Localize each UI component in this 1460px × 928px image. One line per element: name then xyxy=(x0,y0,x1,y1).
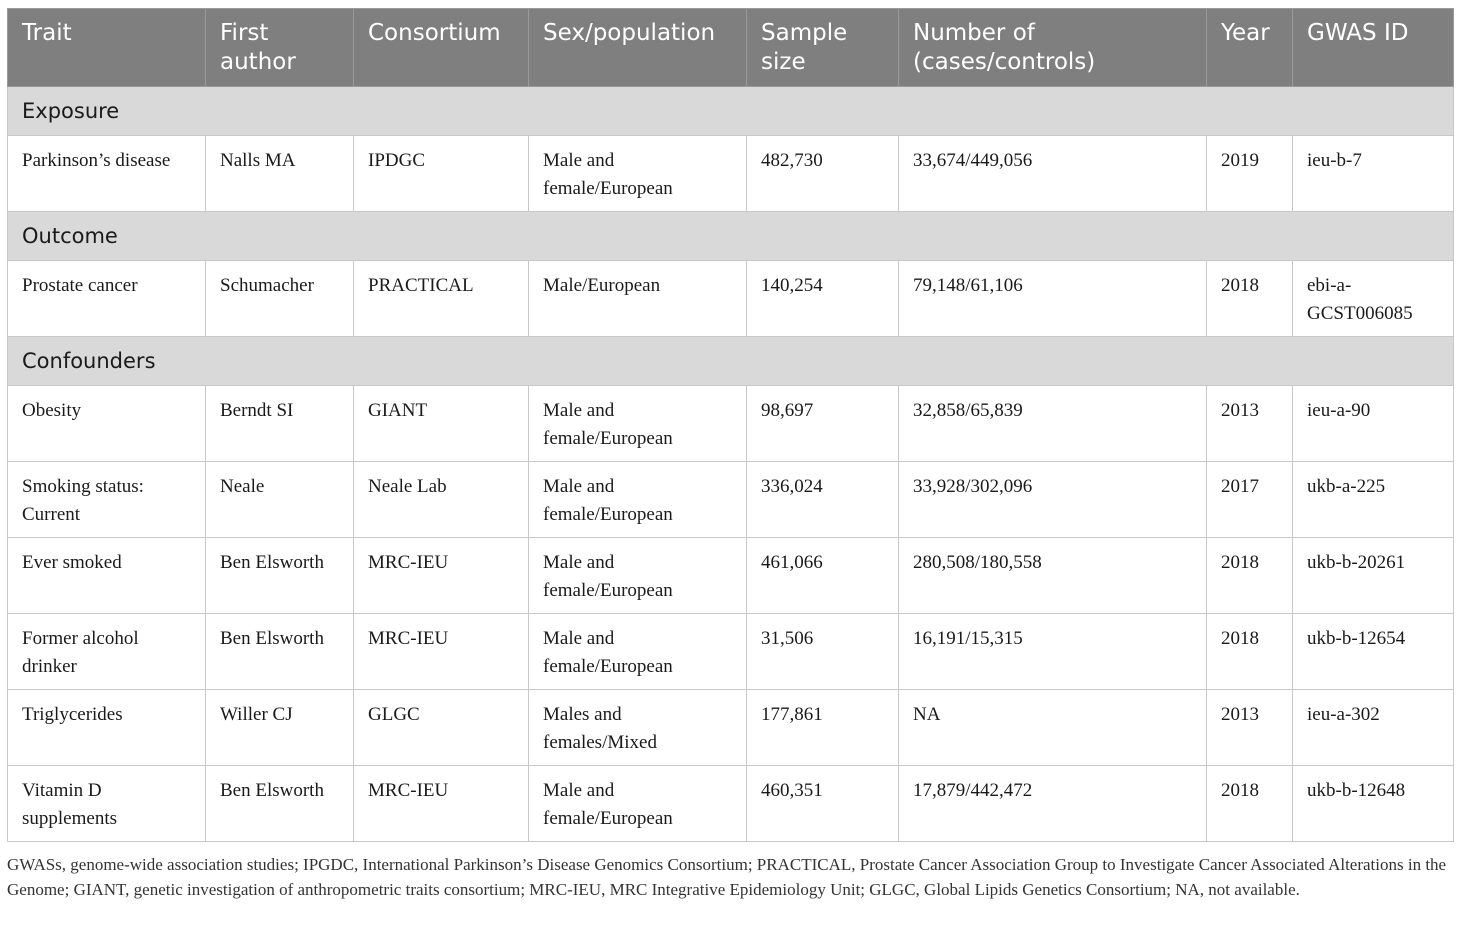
year-cell: 2018 xyxy=(1207,261,1293,337)
table-row xyxy=(8,462,1454,538)
cases-controls-cell: 17,879/442,472 xyxy=(899,766,1207,842)
sex-population-cell: Male and female/European xyxy=(529,614,747,690)
sample-size-cell: 336,024 xyxy=(747,462,899,538)
sample-size-cell: 460,351 xyxy=(747,766,899,842)
sample-size-cell: 31,506 xyxy=(747,614,899,690)
column-header: Consortium xyxy=(354,9,529,87)
cases-controls-cell: NA xyxy=(899,690,1207,766)
sex-population-cell: Male and female/European xyxy=(529,462,747,538)
table-body xyxy=(8,87,1454,842)
sample-size-cell: 461,066 xyxy=(747,538,899,614)
section-title: Confounders xyxy=(8,337,1454,386)
column-header: First author xyxy=(206,9,354,87)
first-author-cell: Ben Elsworth xyxy=(206,766,354,842)
sex-population-cell: Male and female/European xyxy=(529,538,747,614)
gwas-id-cell: ukb-a-225 xyxy=(1293,462,1454,538)
first-author-cell: Neale xyxy=(206,462,354,538)
cases-controls-cell: 32,858/65,839 xyxy=(899,386,1207,462)
sex-population-cell: Male and female/European xyxy=(529,136,747,212)
first-author-cell: Willer CJ xyxy=(206,690,354,766)
gwas-id-cell: ieu-b-7 xyxy=(1293,136,1454,212)
column-header: Number of (cases/controls) xyxy=(899,9,1207,87)
year-cell: 2017 xyxy=(1207,462,1293,538)
table-row xyxy=(8,136,1454,212)
trait-cell: Parkinson’s disease xyxy=(8,136,206,212)
trait-cell: Triglycerides xyxy=(8,690,206,766)
cases-controls-cell: 280,508/180,558 xyxy=(899,538,1207,614)
sample-size-cell: 177,861 xyxy=(747,690,899,766)
first-author-cell: Ben Elsworth xyxy=(206,614,354,690)
column-header: Sample size xyxy=(747,9,899,87)
table-row xyxy=(8,386,1454,462)
consortium-cell: Neale Lab xyxy=(354,462,529,538)
table-row xyxy=(8,538,1454,614)
header-row xyxy=(8,9,1454,87)
sample-size-cell: 98,697 xyxy=(747,386,899,462)
consortium-cell: GIANT xyxy=(354,386,529,462)
sample-size-cell: 140,254 xyxy=(747,261,899,337)
table-footnote: GWASs, genome-wide association studies; IPGDC, International Parkinson’s Disease Genomics Consortium; PRACTICAL, Prostate Cancer Association Group to Investigate Cancer Associated Alterations in the Genome; GIANT, genetic investigation of anthropometric traits consortium; MRC-IEU, MRC Integrative Epidemiology Unit; GLGC, Global Lipids Genetics Consortium; NA, not available. xyxy=(7,855,1447,899)
consortium-cell: PRACTICAL xyxy=(354,261,529,337)
consortium-cell: MRC-IEU xyxy=(354,614,529,690)
trait-cell: Obesity xyxy=(8,386,206,462)
table-row xyxy=(8,766,1454,842)
gwas-id-cell: ukb-b-12654 xyxy=(1293,614,1454,690)
first-author-cell: Ben Elsworth xyxy=(206,538,354,614)
cases-controls-cell: 33,674/449,056 xyxy=(899,136,1207,212)
column-header: Year xyxy=(1207,9,1293,87)
table-row xyxy=(8,261,1454,337)
column-header: GWAS ID xyxy=(1293,9,1454,87)
cases-controls-cell: 79,148/61,106 xyxy=(899,261,1207,337)
year-cell: 2019 xyxy=(1207,136,1293,212)
first-author-cell: Nalls MA xyxy=(206,136,354,212)
trait-cell: Vitamin D supplements xyxy=(8,766,206,842)
sex-population-cell: Male/European xyxy=(529,261,747,337)
table-row xyxy=(8,614,1454,690)
year-cell: 2018 xyxy=(1207,538,1293,614)
consortium-cell: GLGC xyxy=(354,690,529,766)
trait-cell: Ever smoked xyxy=(8,538,206,614)
gwas-id-cell: ieu-a-302 xyxy=(1293,690,1454,766)
column-header: Trait xyxy=(8,9,206,87)
section-row xyxy=(8,212,1454,261)
section-row xyxy=(8,87,1454,136)
year-cell: 2018 xyxy=(1207,614,1293,690)
sex-population-cell: Males and females/Mixed xyxy=(529,690,747,766)
consortium-cell: MRC-IEU xyxy=(354,766,529,842)
trait-cell: Smoking status: Current xyxy=(8,462,206,538)
year-cell: 2018 xyxy=(1207,766,1293,842)
table-container xyxy=(7,8,1453,842)
column-header: Sex/population xyxy=(529,9,747,87)
trait-cell: Prostate cancer xyxy=(8,261,206,337)
section-title: Outcome xyxy=(8,212,1454,261)
gwas-table xyxy=(7,8,1454,842)
consortium-cell: MRC-IEU xyxy=(354,538,529,614)
sample-size-cell: 482,730 xyxy=(747,136,899,212)
year-cell: 2013 xyxy=(1207,386,1293,462)
table-row xyxy=(8,690,1454,766)
gwas-id-cell: ieu-a-90 xyxy=(1293,386,1454,462)
cases-controls-cell: 16,191/15,315 xyxy=(899,614,1207,690)
sex-population-cell: Male and female/European xyxy=(529,386,747,462)
sex-population-cell: Male and female/European xyxy=(529,766,747,842)
section-title: Exposure xyxy=(8,87,1454,136)
gwas-id-cell: ukb-b-20261 xyxy=(1293,538,1454,614)
consortium-cell: IPDGC xyxy=(354,136,529,212)
gwas-id-cell: ebi-a-GCST006085 xyxy=(1293,261,1454,337)
gwas-id-cell: ukb-b-12648 xyxy=(1293,766,1454,842)
first-author-cell: Berndt SI xyxy=(206,386,354,462)
trait-cell: Former alcohol drinker xyxy=(8,614,206,690)
section-row xyxy=(8,337,1454,386)
first-author-cell: Schumacher xyxy=(206,261,354,337)
year-cell: 2013 xyxy=(1207,690,1293,766)
cases-controls-cell: 33,928/302,096 xyxy=(899,462,1207,538)
